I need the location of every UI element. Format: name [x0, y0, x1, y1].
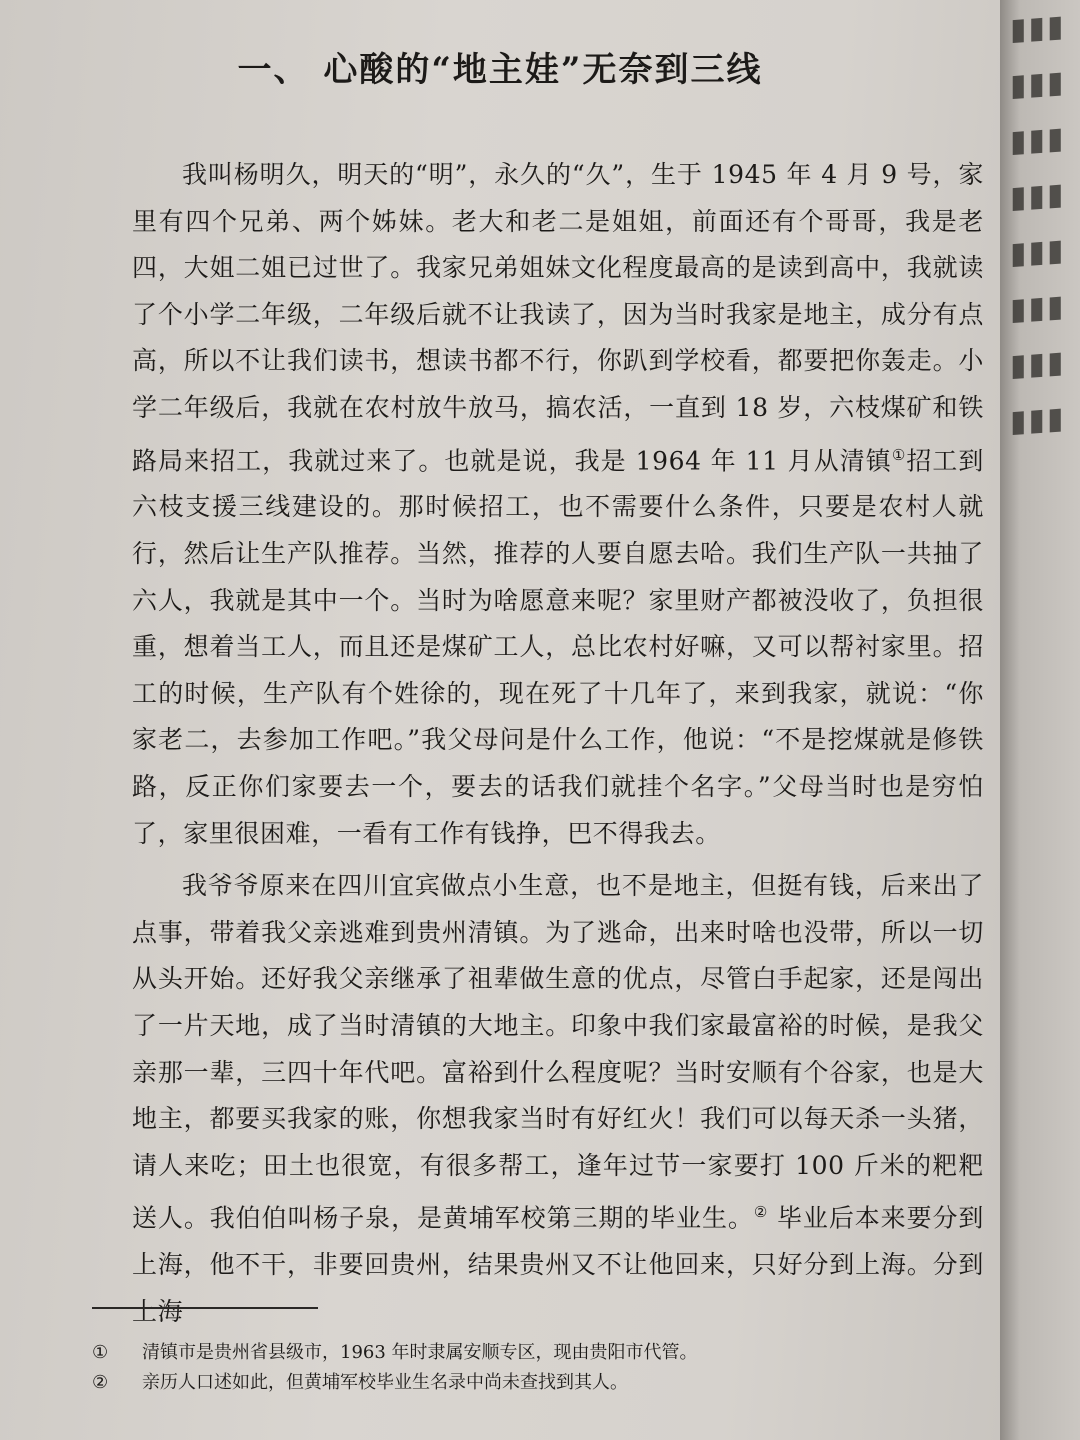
footnote-1-mark: ①: [92, 1342, 109, 1363]
paragraph-2-text-cont: 毕业后本来要分到上海，他不干，非要回贵州，结果贵州又不让他回来，只好分到上海。分到上海: [132, 1203, 984, 1326]
footnote-2-mark: ②: [92, 1372, 109, 1393]
footnote-2: [92, 1368, 972, 1398]
paragraph-2-text: 我爷爷原来在四川宜宾做点小生意，也不是地主，但挺有钱，后来出了点事，带着我父亲逃难到贵州清镇。为了逃命，出来时啥也没带，所以一切从头开始。还好我父亲继承了祖辈做生意的优点，尽管白手起家，还是闯出了一片天地，成了当时清镇的大地主。印象中我们家最富裕的时候，是我父亲那一辈，三四十年代吧。富裕到什么程度呢？当时安顺有个谷家，也是大地主，都要买我家的账，你想我家当时有好红火！我们可以每天杀一头猪，请人来吃；田土也很宽，有很多帮工，逢年过节一家要打 100 斤米的粑粑送人。我伯伯叫杨子泉，是黄埔军校第三期的毕业生。: [132, 871, 984, 1233]
adjacent-page-texture: ▮▮▮▮▮▮▮▮▮▮▮▮▮▮▮▮▮▮▮▮▮▮▮▮: [1010, 8, 1066, 440]
footnote-divider: [92, 1307, 318, 1309]
paragraph-1-text: 我叫杨明久，明天的“明”，永久的“久”，生于 1945 年 4 月 9 号，家里有四个兄弟、两个姊妹。老大和老二是姐姐，前面还有个哥哥，我是老四，大姐二姐已过世了。我家兄弟姐妹文化程度最高的是读到高中，我就读了个小学二年级，二年级后就不让我读了，因为当时我家是地主，成分有点高，所以不让我们读书，想读书都不行，你趴到学校看，都要把你轰走。小学二年级后，我就在农村放牛放马，搞农活，一直到 18 岁，六枝煤矿和铁路局来招工，我就过来了。也就是说，我是 1964 年 11 月从清镇: [132, 160, 984, 475]
footnote-2-text: 亲历人口述如此，但黄埔军校毕业生名录中尚未查找到其人。: [142, 1372, 628, 1393]
footnote-ref-2: ②: [753, 1203, 769, 1222]
paragraph-1-text-cont: 招工到六枝支援三线建设的。那时候招工，也不需要什么条件，只要是农村人就行，然后让生产队推荐。当然，推荐的人要自愿去哈。我们生产队一共抽了六人，我就是其中一个。当时为啥愿意来呢？家里财产都被没收了，负担很重，想着当工人，而且还是煤矿工人，总比农村好嘛，又可以帮衬家里。招工的时候，生产队有个姓徐的，现在死了十几年了，来到我家，就说：“你家老二，去参加工作吧。”我父母问是什么工作，他说：“不是挖煤就是修铁路，反正你们家要去一个，要去的话我们就挂个名字。”父母当时也是穷怕了，家里很困难，一看有工作有钱挣，巴不得我去。: [132, 445, 984, 848]
footnote-ref-1: ①: [891, 445, 907, 464]
footnotes: [92, 1338, 972, 1398]
paragraph-1: [132, 152, 984, 857]
adjacent-page-edge: [1000, 0, 1080, 1440]
paragraph-2: [132, 863, 984, 1335]
footnote-1: [92, 1338, 972, 1368]
chapter-heading: 一、 心酸的“地主娃”无奈到三线: [237, 50, 763, 90]
body-text: [132, 152, 984, 1342]
footnote-1-text: 清镇市是贵州省县级市，1963 年时隶属安顺专区，现由贵阳市代管。: [142, 1342, 698, 1363]
